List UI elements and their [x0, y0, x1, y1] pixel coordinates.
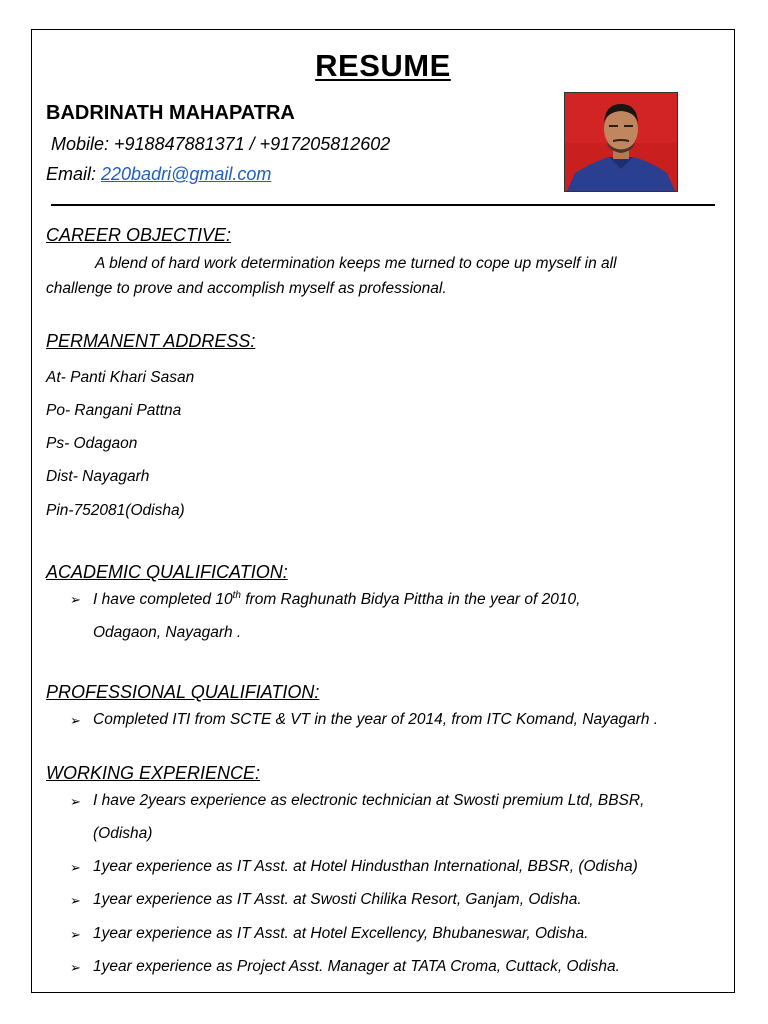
professional-item: Completed ITI from SCTE & VT in the year of 2014, from ITC Komand, Nayagarh . — [93, 711, 659, 728]
address-line: At- Panti Khari Sasan — [46, 369, 195, 386]
email-link[interactable]: 220badri@gmail.com — [101, 164, 272, 184]
professional-qualification-heading: PROFESSIONAL QUALIFIATION: — [46, 682, 320, 702]
academic-item-superscript: th — [232, 590, 241, 601]
academic-qualification-heading: ACADEMIC QUALIFICATION: — [46, 562, 288, 582]
email-label: Email: — [46, 164, 102, 184]
academic-item-text: I have completed 10 — [93, 591, 233, 609]
career-objective-heading: CAREER OBJECTIVE: — [46, 225, 232, 245]
bullet-arrow-icon: ➢ — [70, 592, 81, 607]
experience-item-1-line-2: (Odisha) — [93, 825, 153, 842]
career-objective-line-1: A blend of hard work determination keeps me turned to cope up myself in all — [95, 255, 617, 272]
mobile-numbers: Mobile: +918847881371 / +917205812602 — [51, 134, 391, 154]
bullet-arrow-icon: ➢ — [70, 893, 81, 908]
bullet-arrow-icon: ➢ — [70, 794, 81, 809]
experience-item-3: 1year experience as IT Asst. at Swosti Chilika Resort, Ganjam, Odisha. — [93, 891, 582, 908]
career-objective-line-2: challenge to prove and accomplish myself as professional. — [46, 280, 447, 297]
permanent-address-heading: PERMANENT ADDRESS: — [46, 331, 256, 351]
working-experience-heading: WORKING EXPERIENCE: — [46, 763, 261, 783]
bullet-arrow-icon: ➢ — [70, 713, 81, 728]
address-line: Ps- Odagaon — [46, 435, 138, 452]
experience-item-1-line-1: I have 2years experience as electronic technician at Swosti premium Ltd, BBSR, — [93, 792, 645, 809]
bullet-arrow-icon: ➢ — [70, 960, 81, 975]
academic-item-line-1 — [93, 590, 580, 609]
candidate-name: BADRINATH MAHAPATRA — [46, 102, 295, 124]
email-line — [46, 164, 271, 185]
academic-item-text-cont: from Raghunath Bidya Pittha in the year of 2010, — [240, 591, 581, 609]
bullet-arrow-icon: ➢ — [70, 927, 81, 942]
address-line: Dist- Nayagarh — [46, 468, 150, 485]
bullet-arrow-icon: ➢ — [70, 860, 81, 875]
experience-item-5: 1year experience as Project Asst. Manager at TATA Croma, Cuttack, Odisha. — [93, 958, 620, 975]
academic-item-line-2: Odagaon, Nayagarh . — [93, 624, 242, 641]
address-line: Pin-752081(Odisha) — [46, 502, 185, 519]
header-divider — [51, 204, 715, 206]
experience-item-4: 1year experience as IT Asst. at Hotel Excellency, Bhubaneswar, Odisha. — [93, 925, 589, 942]
experience-item-2: 1year experience as IT Asst. at Hotel Hindusthan International, BBSR, (Odisha) — [93, 858, 638, 875]
address-line: Po- Rangani Pattna — [46, 402, 182, 419]
profile-photo-image — [565, 93, 677, 191]
page-title: RESUME — [315, 48, 451, 83]
resume-page — [31, 29, 735, 993]
profile-photo — [564, 92, 678, 192]
